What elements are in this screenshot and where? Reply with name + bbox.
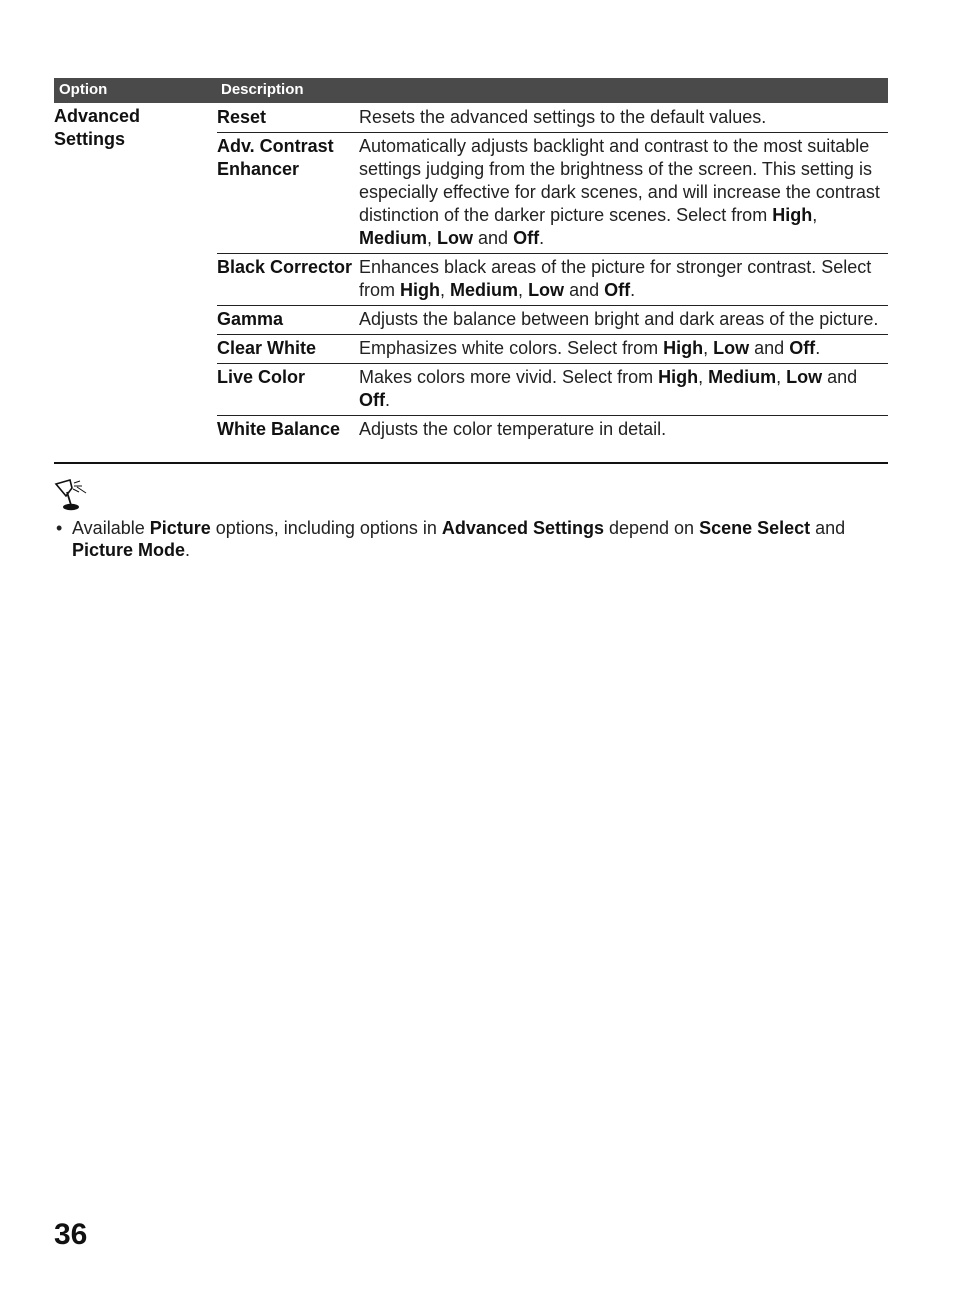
text-run: and <box>822 367 858 387</box>
desk-lamp-tip-icon <box>53 478 91 514</box>
bold-term: Off <box>789 338 816 358</box>
text-run: Automatically adjusts backlight and contrast to the most suitable settings judging from the brightness of the screen. This setting is especially effective for dark scenes, and will increase the contrast distinction of the darker picture scenes. Select from <box>359 136 880 225</box>
table-row <box>217 104 888 133</box>
setting-description <box>359 337 888 360</box>
text-run: Adjusts the balance between bright and dark areas of the picture. <box>359 309 879 329</box>
bold-term: Off <box>359 390 385 410</box>
text-run: . <box>815 338 821 358</box>
text-run: , <box>812 205 818 225</box>
table-row <box>217 133 888 254</box>
text-run: , <box>440 280 451 300</box>
text-run: , <box>698 367 709 387</box>
bold-term: Off <box>513 228 540 248</box>
bold-term: Off <box>604 280 631 300</box>
bold-term: Picture Mode <box>72 540 186 560</box>
bullet: • <box>56 518 63 538</box>
text-run: and <box>749 338 790 358</box>
setting-name: Live Color <box>217 367 306 387</box>
text-run: . <box>630 280 636 300</box>
setting-name: Black Corrector <box>217 257 353 277</box>
bold-term: Scene Select <box>699 518 811 538</box>
bold-term: High <box>663 338 704 358</box>
header-description: Description <box>221 81 304 98</box>
text-run: and <box>473 228 514 248</box>
bold-term: Low <box>786 367 823 387</box>
text-run: Adjusts the color temperature in detail. <box>359 419 667 439</box>
bold-term: High <box>400 280 441 300</box>
table-bottom-rule <box>54 462 888 464</box>
text-run: Resets the advanced settings to the default values. <box>359 107 767 127</box>
text-run: and <box>564 280 605 300</box>
bold-term: High <box>772 205 813 225</box>
table-row <box>217 254 888 306</box>
text-run: . <box>385 390 391 410</box>
table-row <box>217 416 888 444</box>
text-run: and <box>810 518 846 538</box>
text-run: Available <box>72 518 150 538</box>
bold-term: Medium <box>359 228 428 248</box>
bold-term: Medium <box>450 280 519 300</box>
settings-rows <box>217 104 888 444</box>
bold-term: Low <box>713 338 750 358</box>
tip-note <box>54 517 888 561</box>
setting-name: Reset <box>217 107 267 127</box>
text-run: Emphasizes white colors. Select from <box>359 338 664 358</box>
text-run: . <box>539 228 545 248</box>
setting-name: Adv. Contrast Enhancer <box>217 136 334 179</box>
setting-name: White Balance <box>217 419 341 439</box>
tip-note-text <box>72 517 888 561</box>
page-number: 36 <box>54 1218 88 1251</box>
setting-description <box>359 308 888 331</box>
text-run: , <box>518 280 529 300</box>
text-run: Enhances black areas of the picture for stronger contrast. Select from <box>359 257 872 300</box>
bold-term: Picture <box>149 518 211 538</box>
bold-term: High <box>658 367 699 387</box>
text-run: Makes colors more vivid. Select from <box>359 367 659 387</box>
text-run: options, including options in <box>210 518 442 538</box>
text-run: . <box>185 540 191 560</box>
text-run: depend on <box>603 518 700 538</box>
option-advanced-settings: Advanced Settings <box>54 106 141 149</box>
table-row <box>217 335 888 364</box>
table-row <box>217 306 888 335</box>
bold-term: Advanced Settings <box>441 518 604 538</box>
setting-description <box>359 106 888 129</box>
setting-name: Clear White <box>217 338 317 358</box>
setting-description <box>359 418 888 441</box>
text-run: , <box>427 228 438 248</box>
setting-name: Gamma <box>217 309 284 329</box>
table-row <box>217 364 888 416</box>
setting-description <box>359 256 888 302</box>
bold-term: Medium <box>708 367 777 387</box>
bold-term: Low <box>437 228 474 248</box>
text-run: , <box>776 367 787 387</box>
setting-description <box>359 366 888 412</box>
text-run: , <box>703 338 714 358</box>
bold-term: Low <box>528 280 565 300</box>
setting-description <box>359 135 888 250</box>
table-header <box>54 78 888 103</box>
header-option: Option <box>59 81 108 98</box>
